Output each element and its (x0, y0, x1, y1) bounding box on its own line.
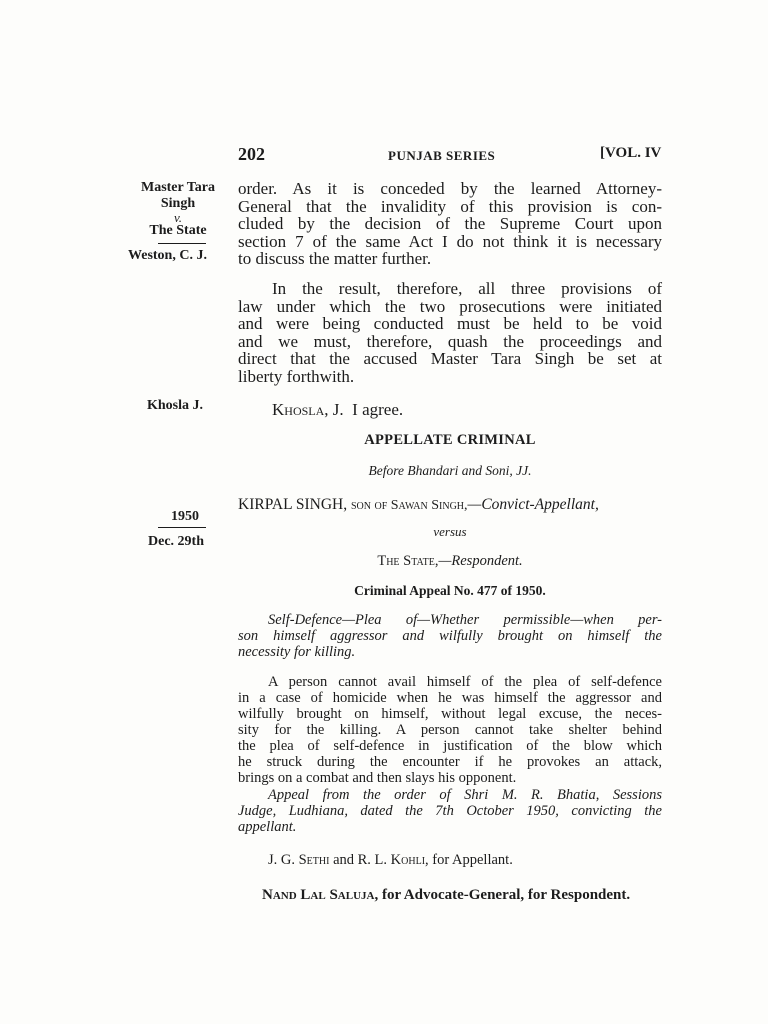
margin-date-rule (158, 527, 206, 528)
respondent-line (238, 553, 662, 570)
catchwords-line: son himself aggressor and wilfully brought on himself the (238, 628, 662, 644)
paragraph-line: order. As it is conceded by the learned Attorney- (238, 179, 662, 198)
judge-name: Khosla, J. (272, 400, 344, 419)
margin-date: Dec. 29th (148, 534, 204, 549)
judgment-paragraph-2 (238, 280, 662, 386)
judgment-paragraph-1 (238, 180, 662, 268)
margin-rule (158, 243, 206, 244)
paragraph-line: law under which the two prosecutions were initiated (238, 296, 662, 316)
margin-judge-khosla: Khosla J. (147, 398, 204, 413)
counsel-role: for Advocate-General, for Respondent. (378, 887, 631, 903)
running-head: PUNJAB SERIES (388, 148, 496, 163)
counsel-name: Nand Lal Saluja, (262, 887, 379, 903)
versus-line: versus (433, 524, 467, 539)
catchwords-line: necessity for killing. (238, 644, 356, 660)
appeal-from (238, 787, 662, 835)
page-number: 202 (238, 144, 265, 164)
paragraph-line: and we must, therefore, quash the proceedings and (238, 331, 662, 351)
counsel-conjunction: and (329, 852, 358, 868)
respondent-name: The State, (377, 553, 439, 569)
appeal-from-line: Judge, Ludhiana, dated the 7th October 1950, convicting the (238, 803, 662, 819)
counsel-respondent (262, 887, 630, 904)
paragraph-line: General that the invalidity of this provision is con- (238, 196, 662, 216)
margin-caption-line2: Singh (160, 196, 196, 211)
paragraph-line: In the result, therefore, all three provisions of (272, 279, 662, 298)
headnote-line: in a case of homicide when he was himself the aggressor and (238, 690, 662, 706)
appellant-role: —Convict-Appellant, (467, 496, 599, 513)
margin-judge-weston: Weston, C. J. (128, 248, 207, 263)
headnote (238, 674, 662, 786)
counsel-name: R. L. Kohli, (357, 852, 429, 868)
appellant-line (238, 496, 668, 514)
bench-line: Before Bhandari and Soni, JJ. (368, 463, 532, 478)
appeal-from-line: appellant. (238, 819, 297, 835)
respondent-role: —Respondent. (438, 553, 523, 569)
appellant-name: KIRPAL SINGH, (238, 496, 348, 513)
headnote-line: wilfully brought on himself, without legal excuse, the neces- (238, 706, 662, 722)
catchwords (238, 612, 662, 660)
margin-caption-v: v. (173, 210, 183, 225)
agreement-text: I agree. (352, 400, 404, 419)
headnote-line: brings on a combat and then slays his opponent. (238, 770, 517, 786)
appellant-relation: son of Sawan Singh, (350, 498, 468, 513)
paragraph-line: cluded by the decision of the Supreme Court upon (238, 214, 662, 234)
headnote-line: he struck during the encounter if he provokes an attack, (238, 754, 662, 770)
margin-year: 1950 (171, 509, 199, 524)
margin-case-caption (126, 180, 230, 239)
section-heading: APPELLATE CRIMINAL (364, 432, 536, 448)
appeal-from-line: Appeal from the order of Shri M. R. Bhatia, Sessions (268, 787, 662, 803)
counsel-appellant (268, 852, 513, 869)
headnote-line: A person cannot avail himself of the plea of self-defence (268, 674, 662, 690)
paragraph-line: section 7 of the same Act I do not think it is necessary (238, 231, 662, 251)
catchwords-line: Self-Defence—Plea of—Whether permissible—when per- (268, 612, 662, 628)
volume-label: [VOL. IV (600, 145, 662, 161)
margin-caption-line3: The State (149, 223, 207, 238)
paragraph-line: direct that the accused Master Tara Singh be set at (238, 349, 662, 369)
counsel-name: J. G. Sethi (268, 852, 330, 868)
khosla-agreement (272, 401, 403, 419)
headnote-line: the plea of self-defence in justification of the blow which (238, 738, 662, 754)
paragraph-line: and were being conducted must be held to be void (238, 314, 662, 334)
appeal-number: Criminal Appeal No. 477 of 1950. (354, 583, 546, 598)
paragraph-line: to discuss the matter further. (238, 249, 432, 269)
paragraph-line: liberty forthwith. (238, 366, 355, 386)
headnote-line: sity for the killing. A person cannot take shelter behind (238, 722, 662, 738)
margin-caption-line1: Master Tara (140, 180, 215, 195)
counsel-role: for Appellant. (428, 852, 513, 868)
